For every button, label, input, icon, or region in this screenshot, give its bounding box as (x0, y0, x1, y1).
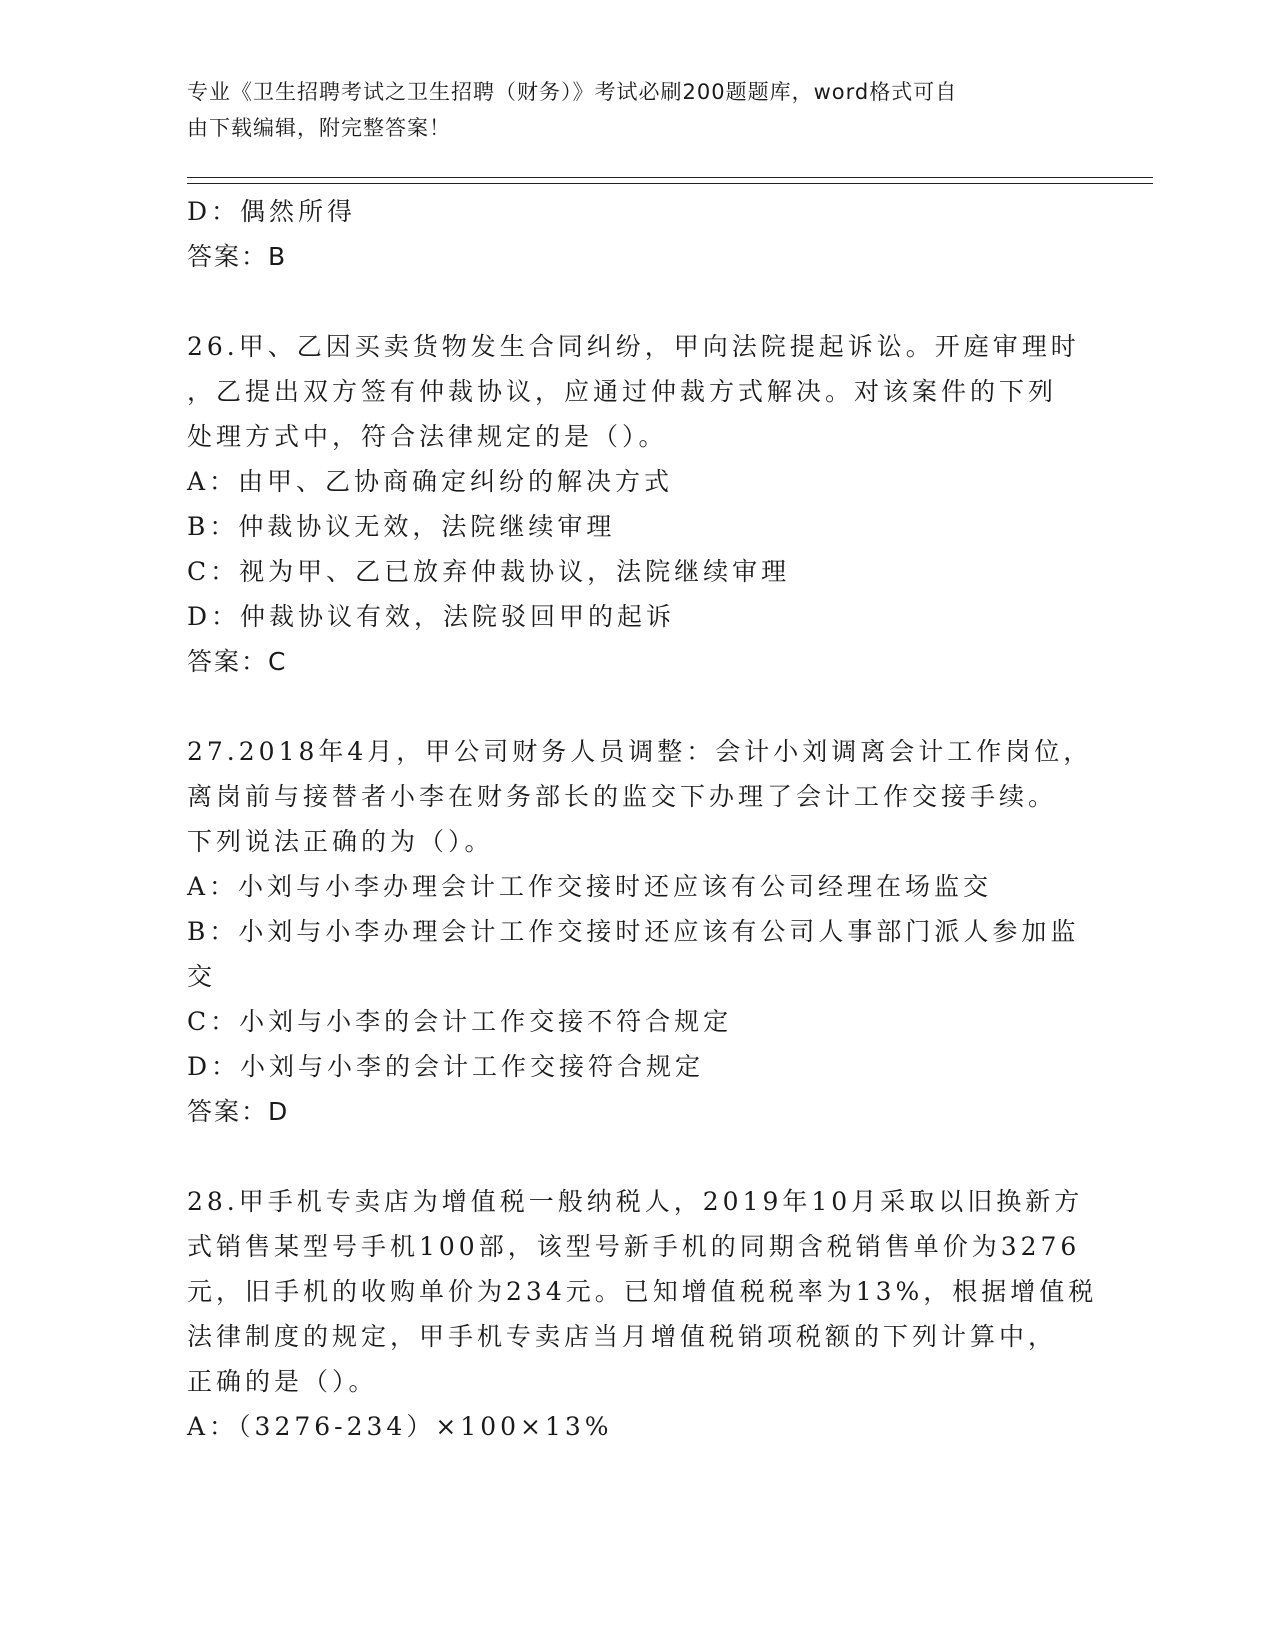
question-stem-line: 下列说法正确的为（）。 (187, 827, 494, 856)
question-stem-line: 正确的是（）。 (187, 1367, 378, 1396)
previous-question-tail (187, 189, 1087, 279)
answer-line: 答案：D (187, 1097, 290, 1126)
question-28 (187, 1179, 1098, 1449)
option-d: D：偶然所得 (187, 197, 357, 226)
option-c: C：视为甲、乙已放弃仲裁协议，法院继续审理 (187, 557, 791, 586)
spacer (187, 279, 1087, 324)
question-stem-line: 元，旧手机的收购单价为234元。已知增值税税率为13%，根据增值税 (187, 1277, 1098, 1306)
question-stem-line: 式销售某型号手机100部，该型号新手机的同期含税销售单价为3276 (187, 1232, 1081, 1261)
option-b: B：仲裁协议无效，法院继续审理 (187, 512, 616, 541)
option-d: D：小刘与小李的会计工作交接符合规定 (187, 1052, 705, 1081)
question-stem-line: 28.甲手机专卖店为增值税一般纳税人，2019年10月采取以旧换新方 (187, 1187, 1084, 1216)
spacer (187, 1134, 1087, 1179)
question-26 (187, 324, 1087, 684)
option-a: A：由甲、乙协商确定纠纷的解决方式 (187, 467, 674, 496)
page-header (187, 74, 1067, 146)
question-stem-line: 26.甲、乙因买卖货物发生合同纠纷，甲向法院提起诉讼。开庭审理时 (187, 332, 1080, 361)
document-body (187, 189, 1098, 1449)
header-line-2: 由下载编辑，附完整答案！ (187, 116, 451, 140)
option-b: B：小刘与小李办理会计工作交接时还应该有公司人事部门派人参加监 (187, 917, 1080, 946)
option-a: A：小刘与小李办理会计工作交接时还应该有公司经理在场监交 (187, 872, 993, 901)
option-a: A：（3276-234）×100×13% (187, 1412, 613, 1441)
question-stem-line: 处理方式中，符合法律规定的是（）。 (187, 422, 668, 451)
option-c: C：小刘与小李的会计工作交接不符合规定 (187, 1007, 733, 1036)
question-stem-line: ，乙提出双方签有仲裁协议，应通过仲裁方式解决。对该案件的下列 (187, 377, 1058, 406)
question-stem-line: 离岗前与接替者小李在财务部长的监交下办理了会计工作交接手续。 (187, 782, 1058, 811)
spacer (187, 684, 1087, 729)
question-stem-line: 法律制度的规定，甲手机专卖店当月增值税销项税额的下列计算中， (187, 1322, 1058, 1351)
question-27 (187, 729, 1093, 1134)
option-b-continued: 交 (187, 962, 217, 991)
answer-line: 答案：B (187, 242, 288, 271)
answer-line: 答案：C (187, 647, 288, 676)
question-stem-line: 27.2018年4月，甲公司财务人员调整：会计小刘调离会计工作岗位， (187, 737, 1093, 766)
option-d: D：仲裁协议有效，法院驳回甲的起诉 (187, 602, 676, 631)
header-rule-top (187, 177, 1153, 178)
header-line-1: 专业《卫生招聘考试之卫生招聘（财务）》考试必刷200题题库，word格式可自 (187, 80, 958, 104)
header-rule-bottom (187, 183, 1153, 184)
